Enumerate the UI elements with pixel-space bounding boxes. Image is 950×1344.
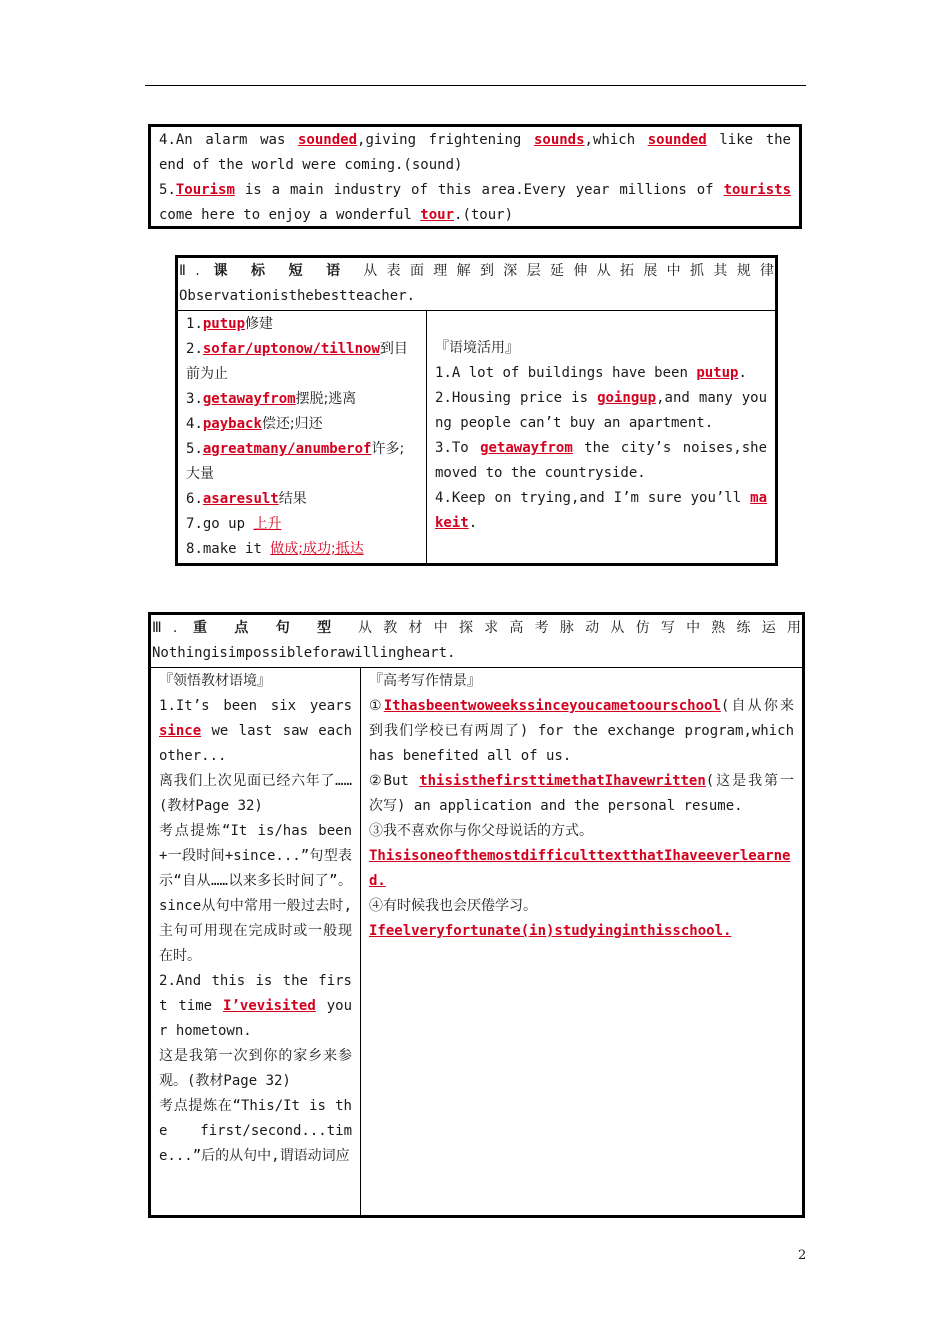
item-number: 2	[186, 341, 195, 357]
item-number: 2	[159, 973, 168, 989]
phrase-item	[186, 312, 418, 337]
answer-text: putup	[202, 316, 246, 332]
page-number: 2	[798, 1248, 807, 1263]
item-text: the city’s noises,she moved to the countryside.	[435, 440, 767, 481]
item-text: (这是我第一次写) an application and the personal resume.	[369, 773, 795, 814]
item-text: .Housing price is	[443, 390, 598, 406]
item-text: we last saw each other...	[159, 723, 352, 764]
item-text: .	[194, 391, 203, 407]
item-text: 这是我第一次到你的家乡来参观。(教材Page 32)	[159, 1048, 352, 1089]
item-text: .It’s been six years	[167, 698, 352, 714]
item-number: 1	[186, 316, 195, 332]
phrase-item	[186, 537, 418, 562]
item-text: .And this is the first time	[159, 973, 352, 1014]
item-number: 4	[159, 132, 168, 148]
item-text: .	[194, 341, 203, 357]
answer-text: since	[159, 723, 202, 739]
phrase-text: .go up	[194, 516, 254, 532]
writing-context-cell	[361, 668, 804, 1217]
word-forms-box	[148, 124, 802, 229]
item-number: 4	[186, 416, 195, 432]
sentence-patterns-table	[148, 612, 805, 1218]
writing-item	[369, 694, 794, 769]
answer-text: getawayfrom	[202, 391, 296, 407]
item-text: ①	[369, 698, 384, 714]
answer-text: makeit	[435, 490, 767, 531]
phrase-item	[186, 387, 418, 412]
item-text: .A lot of buildings have been	[443, 365, 697, 381]
item-text: (自从你来到我们学校已有两周了) for the exchange program,which has benefited all of us.	[369, 698, 795, 764]
item-text: .Keep on trying,and I’m sure you’ll	[443, 490, 751, 506]
phrase-meaning: 摆脱;逃离	[295, 391, 357, 407]
item-text: .	[194, 441, 203, 457]
answer-text: sounded	[298, 132, 358, 148]
answer-text: asaresult	[202, 491, 279, 507]
textbook-context-title: 『领悟教材语境』	[159, 673, 271, 689]
patterns-header-line	[152, 616, 801, 641]
phrase-text: .make it	[194, 541, 271, 557]
item-number: 5	[159, 182, 168, 198]
answer-text: Tourism	[175, 182, 235, 198]
item-text: .To	[443, 440, 481, 456]
answer-text: putup	[696, 365, 739, 381]
item-number: 3	[186, 391, 195, 407]
item-text: 考点提炼“It is/has been+一段时间+since...”句型表示“自从……以来多长时间了”。since从句中常用一般过去时,主句可用现在完成时或一般现在时。	[159, 823, 352, 964]
answer-text: I’vevisited	[223, 998, 316, 1014]
answer-text: tour	[420, 207, 455, 223]
section-numeral: Ⅲ.	[152, 620, 178, 636]
item-text: like the end of the world were coming.(sound)	[159, 132, 791, 173]
phrase-meaning: 修建	[245, 316, 274, 332]
writing-item	[369, 894, 794, 919]
item-text: .An alarm was	[167, 132, 298, 148]
answer-text: sounded	[647, 132, 707, 148]
section-subtitle: 从教材中探求高考脉动从仿写中熟练运用	[358, 620, 802, 636]
phrase-item	[186, 337, 418, 387]
phrase-item	[186, 512, 418, 537]
answer-text: getawayfrom	[480, 440, 573, 456]
item-text: 离我们上次见面已经六年了……(教材Page 32)	[159, 773, 352, 814]
textbook-item	[159, 694, 352, 769]
answer-text: sounds	[533, 132, 585, 148]
item-text: .	[167, 182, 176, 198]
writing-context-title: 『高考写作情景』	[369, 673, 481, 689]
writing-item	[369, 769, 794, 819]
textbook-item	[159, 969, 352, 1044]
section-title: 重 点 句 型	[193, 620, 343, 636]
answer-text: Ifeelveryfortunate(in)studyinginthisschool.	[369, 923, 732, 939]
item-number: 5	[186, 441, 195, 457]
phrases-practice-cell	[427, 311, 777, 565]
answer-text: sofar/uptonow/tillnow	[202, 341, 380, 357]
section-motto: Nothingisimpossibleforawillingheart.	[152, 645, 456, 661]
item-text: ②But	[369, 773, 420, 789]
writing-item	[369, 844, 794, 894]
item-text: ③我不喜欢你与你父母说话的方式。	[369, 823, 593, 839]
item-text: ,giving frightening	[357, 132, 534, 148]
item-text: your hometown.	[159, 998, 352, 1039]
answer-text: thisisthefirsttimethatIhavewritten	[419, 773, 706, 789]
item-number: 8	[186, 541, 195, 557]
item-number: 1	[435, 365, 444, 381]
item-text: .	[194, 491, 203, 507]
item-text: is a main industry of this area.Every year millions of	[234, 182, 724, 198]
item-text: come here to enjoy a wonderful	[159, 207, 421, 223]
writing-item	[369, 819, 794, 844]
answer-text: agreatmany/anumberof	[202, 441, 372, 457]
item-text: .(tour)	[454, 207, 514, 223]
item-number: 7	[186, 516, 195, 532]
item-number: 2	[435, 390, 444, 406]
word-form-item	[159, 128, 791, 178]
item-text: .	[738, 365, 747, 381]
item-number: 4	[435, 490, 444, 506]
practice-title: 『语境活用』	[435, 340, 519, 356]
practice-item	[435, 486, 767, 536]
item-text: 考点提炼在“This/It is the first/second...time...”后的从句中,谓语动词应	[159, 1098, 352, 1164]
practice-item	[435, 436, 767, 486]
answer-text: 上升	[253, 516, 282, 532]
answer-text: 做成;成功;抵达	[270, 541, 364, 557]
phrases-header-line	[179, 259, 774, 284]
section-title: 课 标 短 语	[213, 263, 350, 279]
answer-text: payback	[202, 416, 262, 432]
answer-text: Ithasbeentwoweekssinceyoucametoourschool	[383, 698, 721, 714]
phrases-list-cell	[177, 311, 427, 565]
textbook-item	[159, 769, 352, 819]
phrases-header	[177, 257, 777, 311]
header-rule	[145, 85, 806, 86]
practice-item	[435, 361, 767, 386]
phrase-item	[186, 412, 418, 437]
phrases-table	[175, 255, 778, 566]
item-number: 1	[159, 698, 168, 714]
phrase-meaning: 许多;大量	[186, 441, 405, 482]
item-text: ,and many young people can’t buy an apartment.	[435, 390, 767, 431]
item-number: 3	[435, 440, 444, 456]
item-text: ,which	[584, 132, 648, 148]
item-text: ④有时候我也会厌倦学习。	[369, 898, 537, 914]
item-number: 6	[186, 491, 195, 507]
item-text: .	[194, 416, 203, 432]
answer-text: goingup	[597, 390, 657, 406]
writing-item	[369, 919, 794, 944]
textbook-context-cell	[150, 668, 361, 1217]
section-numeral: Ⅱ.	[179, 263, 200, 279]
textbook-item	[159, 1044, 352, 1094]
section-subtitle: 从表面理解到深层延伸从拓展中抓其规律	[363, 263, 775, 279]
word-forms-lines	[159, 128, 791, 228]
phrase-item	[186, 487, 418, 512]
phrase-meaning: 偿还;归还	[261, 416, 323, 432]
phrase-meaning: 结果	[278, 491, 307, 507]
word-form-item	[159, 178, 791, 228]
section-motto: Observationisthebestteacher.	[179, 288, 416, 304]
item-text: .	[194, 316, 203, 332]
answer-text: ThisisoneofthemostdifficulttextthatIhaveeverlearned.	[369, 848, 791, 889]
textbook-item	[159, 1094, 352, 1169]
answer-text: tourists	[723, 182, 791, 198]
phrase-meaning: 到目前为止	[186, 341, 408, 382]
textbook-item	[159, 819, 352, 969]
practice-item	[435, 386, 767, 436]
patterns-header	[150, 614, 804, 668]
item-text: .	[468, 515, 478, 531]
phrase-item	[186, 437, 418, 487]
